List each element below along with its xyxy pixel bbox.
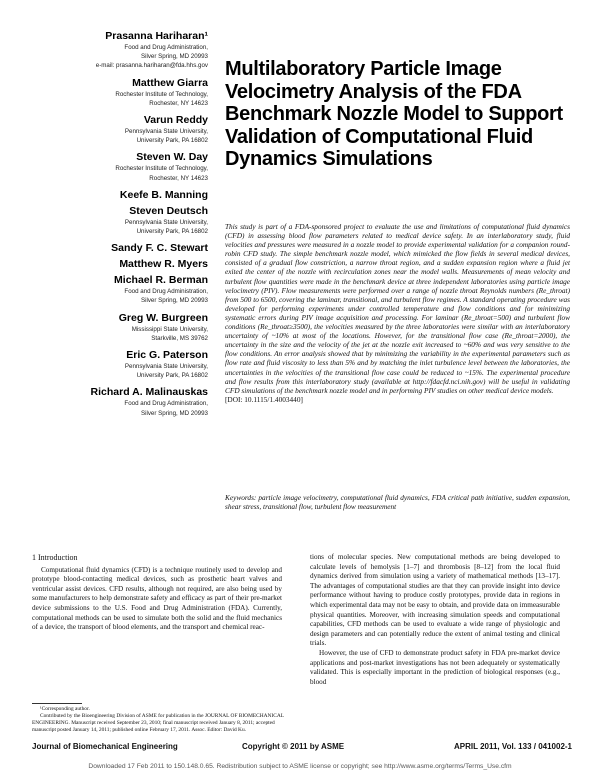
author — [40, 189, 208, 202]
right-column — [310, 553, 560, 687]
author-affiliation: Silver Spring, MD 20993 — [140, 409, 208, 417]
article-title: Multilaboratory Particle Image Velocimetry Analysis of the FDA Benchmark Nozzle Model to Support Validation of Computational Fluid Dynamics Simulations — [225, 58, 563, 171]
author-name: Keefe B. Manning — [119, 188, 208, 201]
author-affiliation: Food and Drug Administration, — [124, 44, 208, 51]
author-affiliation: e-mail: prasanna.hariharan@fda.hhs.gov — [95, 62, 208, 70]
copyright: Copyright © 2011 by ASME — [242, 742, 345, 751]
author — [40, 242, 208, 255]
author-affiliation: Rochester Institute of Technology, — [115, 165, 208, 173]
volume-page: APRIL 2011, Vol. 133 / 041002-1 — [454, 742, 572, 751]
footnote-rule — [32, 703, 82, 704]
author-affiliation: University Park, PA 16802 — [136, 228, 208, 236]
author — [40, 274, 208, 305]
author-affiliation: Mississippi State University, — [131, 325, 208, 333]
author-name: Michael R. Berman — [114, 274, 208, 287]
author-affiliation: Silver Spring, MD 20993 — [140, 53, 208, 61]
author-name: Steven Deutsch — [129, 204, 208, 217]
author — [40, 77, 208, 108]
author-name: Varun Reddy — [143, 114, 208, 127]
footnote: ¹Corresponding author. — [40, 706, 90, 712]
footnote: Contributed by the Bioengineering Division of ASME for publication in the JOURNAL OF BIOMECHANICAL ENGINEERING. Manuscript received September 23, 2010; final manuscript received January 8, 2011; accepted manuscript posted January 14, 2011; published online February 17, 2011. Assoc. Editor: David Ku. — [32, 713, 284, 733]
author-affiliation: Starkville, MS 39762 — [151, 334, 208, 342]
author-affiliation: Silver Spring, MD 20993 — [140, 297, 208, 305]
abstract-text: This study is part of a FDA-sponsored project to evaluate the use and limitations of computational fluid dynamics (CFD) in assessing blood flow parameters related to medical device safety. In an interlaboratory study, fluid velocities and pressures were measured in a nozzle model to provide experimental validation for a companion round-robin CFD study. The simple benchmark nozzle model, which mimicked the flow fields in several medical devices, consisted of a gradual flow constriction, a narrow throat region, and a sudden expansion region where a fluid jet exited the center of the nozzle with recirculation zones near the model walls. Measurements of mean velocity and turbulent flow quantities were made in the benchmark device at three independent laboratories using particle image velocimetry (PIV). Flow measurements were performed over a range of nozzle throat Reynolds numbers (Re_throat) from 500 to 6500, covering the laminar, transitional, and turbulent flow regimes. A standard operating procedure was developed for performing experiments under controlled temperature and flow conditions and for minimizing systematic errors during PIV image acquisition and processing. For laminar (Re_throat=500) and turbulent flow conditions (Re_throat≥3500), the velocities measured by the three laboratories were similar with an interlaboratory uncertainty of ~10% at most of the locations. However, for the transitional flow case (Re_throat=2000), the uncertainty in the size and the velocity of the jet at the nozzle exit increased to ~60% and was very sensitive to the flow conditions. An error analysis showed that by minimizing the variability in the experimental parameters such as flow rate and fluid viscosity to less than 5% and by matching the inlet turbulence level between the laboratories, the uncertainties in the velocities of the transitional flow case could be reduced to ~15%. The experimental procedure and flow results from this interlaboratory study (available at http://fdacfd.nci.nih.gov) will be useful in validating CFD simulations of the benchmark nozzle model and in performing PIV studies on other medical device models. — [225, 222, 570, 395]
paragraph: Computational fluid dynamics (CFD) is a technique routinely used to develop and prototype blood-contacting medical devices, such as prosthetic heart valves and ventricular assist devices. CFD results, although not required, are also being used by some manufacturers to help demonstrate safety and efficacy as part of their pre-market device submissions to the U.S. Food and Drug Administration (FDA). Currently, computational methods can be used to simulate both the solid and the fluid mechanics of a device, the transport of blood elements, and the transport and chemical reac- — [32, 565, 282, 632]
author — [40, 151, 208, 182]
paragraph: However, the use of CFD to demonstrate product safety in FDA pre-market device applications and post-market investigations has not been adequately or systematically validated. This is especially important in the prediction of biological responses (e.g., blood — [310, 648, 560, 686]
author-name: Matthew R. Myers — [119, 258, 208, 271]
author — [40, 114, 208, 145]
author-name: Eric G. Paterson — [126, 349, 208, 362]
author-affiliation: Rochester, NY 14623 — [149, 174, 208, 182]
author-name: Prasanna Hariharan¹ — [105, 30, 208, 42]
author-affiliation: University Park, PA 16802 — [136, 372, 208, 380]
author-name: Sandy F. C. Stewart — [111, 242, 208, 255]
keywords: Keywords: particle image velocimetry, computational fluid dynamics, FDA critical path initiative, sudden expansion, shear stress, transitional flow, turbulent flow measurement — [225, 493, 570, 512]
footnotes — [32, 703, 284, 734]
left-column — [32, 553, 282, 633]
author-affiliation: Rochester, NY 14623 — [149, 99, 208, 107]
author-affiliation: Food and Drug Administration, — [124, 288, 208, 296]
author — [40, 30, 208, 71]
author-affiliation: Food and Drug Administration, — [124, 400, 208, 408]
section-heading: 1 Introduction — [32, 553, 78, 562]
author-affiliation: University Park, PA 16802 — [136, 137, 208, 145]
author-name: Steven W. Day — [136, 151, 208, 164]
author — [40, 386, 208, 417]
author-affiliation: Pennsylvania State University, — [124, 218, 208, 226]
author-list — [40, 30, 208, 424]
page-footer — [32, 742, 572, 754]
doi: [DOI: 10.1115/1.4003440] — [225, 394, 303, 404]
author-name: Matthew Giarra — [132, 76, 208, 89]
download-note: Downloaded 17 Feb 2011 to 150.148.0.65. Redistribution subject to ASME license or copyright; see http://www.asme.org/terms/Terms_Use.cfm — [88, 763, 512, 770]
author — [40, 258, 208, 271]
author-affiliation: Pennsylvania State University, — [124, 128, 208, 136]
journal-name: Journal of Biomechanical Engineering — [32, 742, 178, 751]
author — [40, 312, 208, 343]
author — [40, 349, 208, 380]
author-affiliation: Rochester Institute of Technology, — [115, 90, 208, 98]
author-name: Richard A. Malinauskas — [90, 386, 208, 399]
abstract — [225, 222, 570, 404]
author-affiliation: Pennsylvania State University, — [124, 363, 208, 371]
paragraph: tions of molecular species. New computational methods are being developed to calculate levels of hemolysis [1–7] and thrombosis [8–12] from the local fluid dynamics derived from simulation using a variety of mathematical methods [13–17]. The advantages of computational studies are that they can provide insight into device performance without having to produce costly prototypes, provide data in regions in which experimental data may not be easy to obtain, and provide data on immeasurable physical quantities. Moreover, with increasing simulation speeds and computational capabilities, CFD methods can be used to evaluate a wide range of physiologic and design parameters and can potentially reduce the extent of animal testing and clinical trials. — [310, 553, 560, 648]
author — [40, 205, 208, 236]
author-name: Greg W. Burgreen — [118, 311, 208, 324]
